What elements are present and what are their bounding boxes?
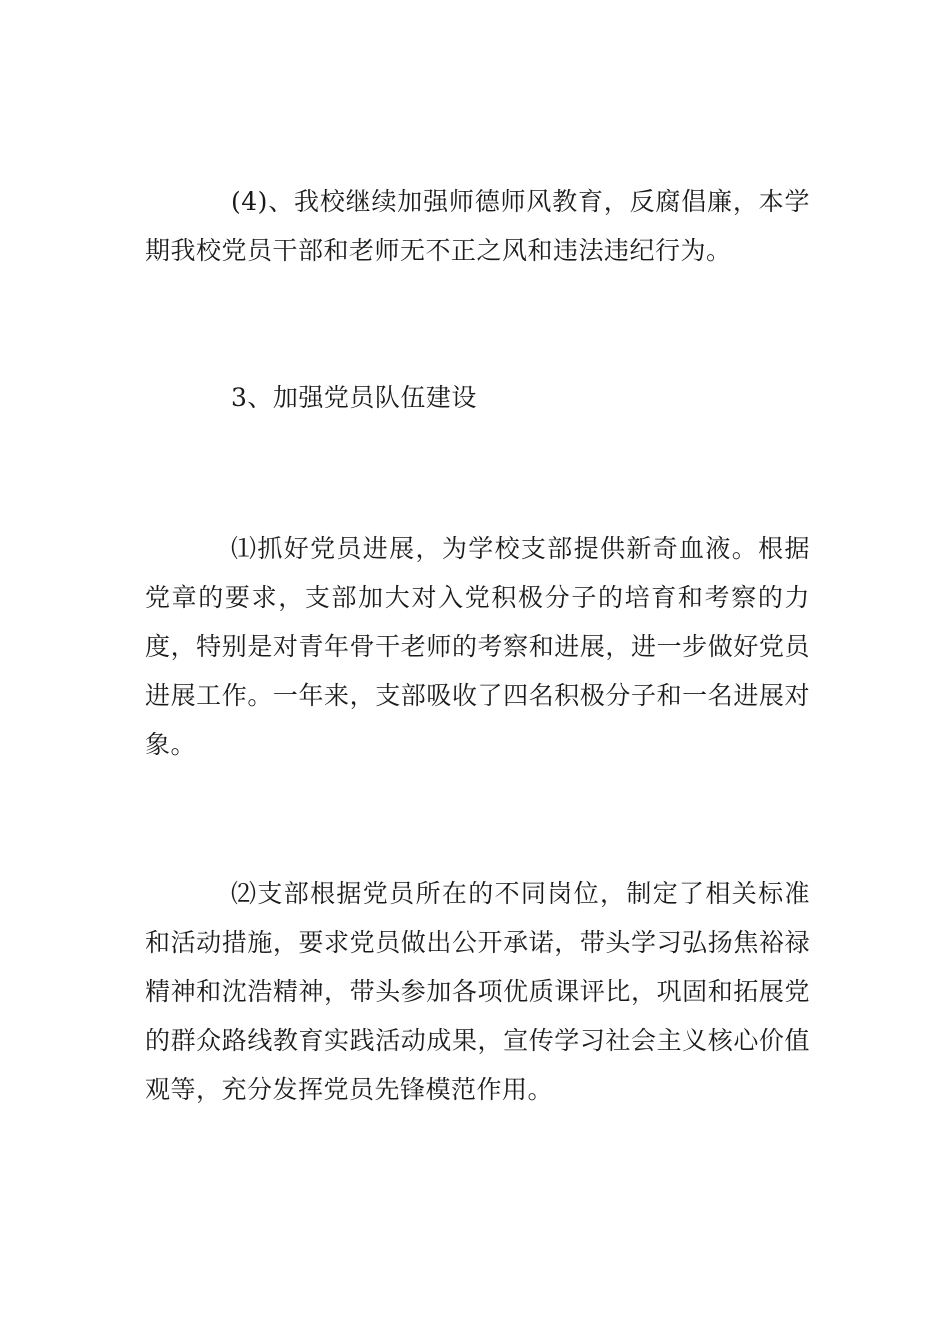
paragraph-member-standards: ⑵支部根据党员所在的不同岗位，制定了相关标准和活动措施，要求党员做出公开承诺，带头学习弘扬焦裕禄精神和沈浩精神，带头参加各项优质课评比，巩固和拓展党的群众路线教育实践活动成果，宣传学习社会主义核心价值观等，充分发挥党员先锋模范作用。 [145,879,810,1104]
section-heading-party-team-building: 3、加强党员队伍建设 [231,383,477,412]
paragraph-member-development: ⑴抓好党员进展，为学校支部提供新奇血液。根据党章的要求，支部加大对入党积极分子的培育和考察的力度，特别是对青年骨干老师的考察和进展，进一步做好党员进展工作。一年来，支部吸收了四名积极分子和一名进展对象。 [145,534,810,759]
paragraph-teacher-ethics: (4)、我校继续加强师德师风教育，反腐倡廉，本学期我校党员干部和老师无不正之风和违法违纪行为。 [145,187,810,265]
